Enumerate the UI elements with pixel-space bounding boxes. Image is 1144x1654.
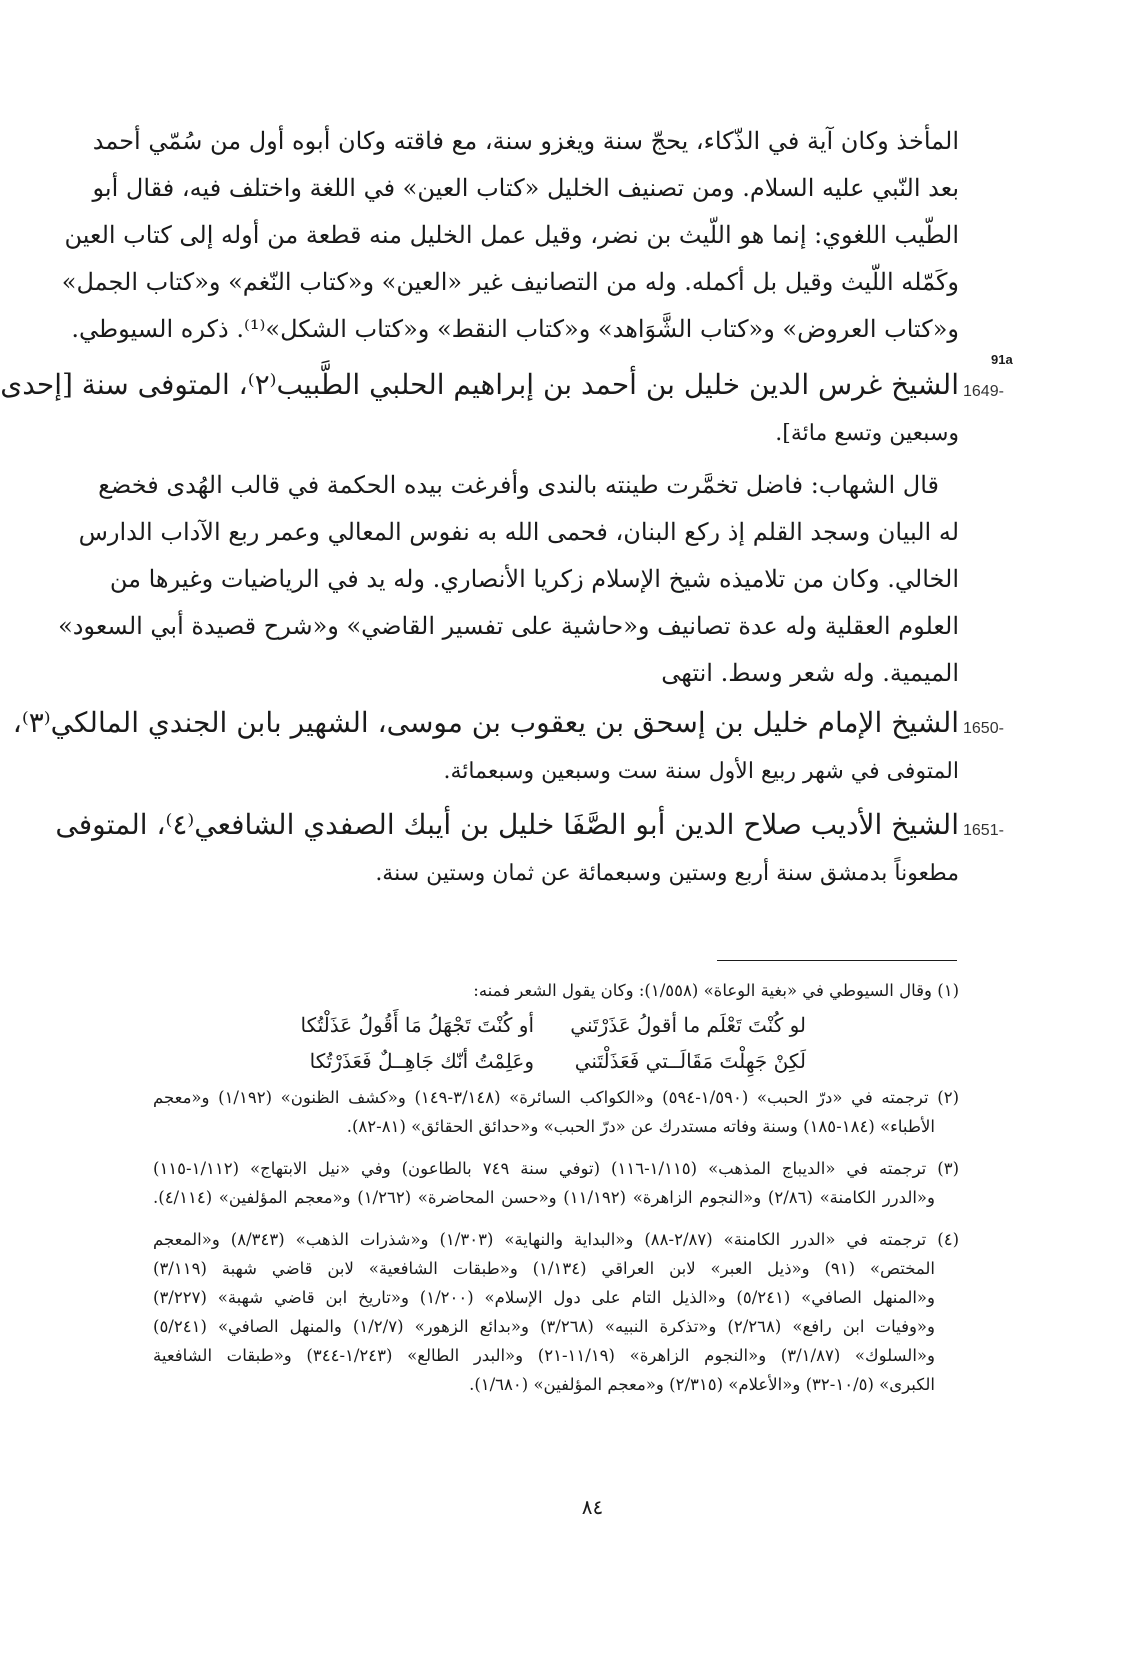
intro-paragraph bbox=[61, 118, 959, 353]
entry-continuation: مطعوناً بدمشق سنة أربع وستين وسبعمائة عن ثمان وستين سنة. bbox=[375, 861, 959, 886]
verse-1-first-hemistich: لو كُنْتَ تَعْلَم ما أقولُ عَذَرْتَني bbox=[570, 1013, 806, 1037]
intro-line: الطّيب اللغوي: إنما هو اللّيث بن نضر، وقيل عمل الخليل منه قطعة من أوله إلى كتاب العين bbox=[64, 221, 959, 249]
entry-number: 1651- bbox=[963, 822, 1004, 839]
shihab-paragraph bbox=[58, 462, 959, 697]
footnote-line: (٢) ترجمته في «درّ الحبب» (١/٥٩٠-٥٩٤) و«الكواكب السائرة» (٣/١٤٨-١٤٩) و«كشف الظنون» (١/١٩٢) و«معجم bbox=[153, 1088, 959, 1107]
entry-1651 bbox=[55, 798, 959, 896]
footnote-line: و«المنهل الصافي» (٥/٢٤١) و«الذيل التام على دول الإسلام» (١/٢٠٠) و«تاريخ ابن قاضي شهبة» (٣/٢٢٧) bbox=[153, 1288, 935, 1307]
page-number: ٨٤ bbox=[581, 1495, 604, 1519]
verse-1-second-hemistich: أو كُنْتَ تَجْهَلُ مَا أَقُولُ عَذَلْتُكا bbox=[300, 1013, 534, 1037]
footnote-3 bbox=[153, 1154, 959, 1212]
verse-2-first-hemistich: لَكِنْ جَهِلْتَ مَقَالَــتي فَعَذَلْتَني bbox=[574, 1049, 806, 1073]
footnote-line: المختص» (٩١) و«ذيل العبر» لابن العراقي (١/١٣٤) و«طبقات الشافعية» لابن قاضي شهبة (٣/١١٩) bbox=[153, 1259, 935, 1278]
footnote-line: و«السلوك» (٣/١/٨٧) و«النجوم الزاهرة» (١١/١٩-٢١) و«البدر الطالع» (١/٢٤٣-٣٤٤) و«طبقات الشافعية bbox=[153, 1346, 935, 1365]
intro-line: و«كتاب العروض» و«كتاب الشَّوَاهد» و«كتاب النقط» و«كتاب الشكل»⁽¹⁾. ذكره السيوطي. bbox=[71, 315, 959, 343]
intro-line: المأخذ وكان آية في الذّكاء، يحجّ سنة ويغزو سنة، مع فاقته وكان أبوه أول من سُمّي أحمد bbox=[92, 127, 959, 155]
margin-folio-note: 91a bbox=[991, 352, 1013, 367]
footnote-line: (٣) ترجمته في «الديباج المذهب» (١/١١٥-١١٦) (توفي سنة ٧٤٩ بالطاعون) وفي «نيل الابتهاج» (١/١١٢-١١٥) bbox=[153, 1159, 959, 1178]
shihab-line: الميمية. وله شعر وسط. انتهى bbox=[661, 659, 959, 687]
shihab-line: له البيان وسجد القلم إذ ركع البنان، فحمى الله به نفوس المعالي وعمر ربع الآداب الدارس bbox=[78, 518, 959, 546]
entry-heading: الشيخ غرس الدين خليل بن أحمد بن إبراهيم الحلبي الطَّبيب⁽٢⁾، المتوفى سنة [إحدى bbox=[0, 368, 959, 401]
shihab-line: الخالي. وكان من تلاميذه شيخ الإسلام زكريا الأنصاري. وله يد في الرياضيات وغيرها من bbox=[109, 565, 959, 593]
footnote-line: (٤) ترجمته في «الدرر الكامنة» (٢/٨٧-٨٨) و«البداية والنهاية» (١/٣٠٣) و«شذرات الذهب» (٨/٣٤٣) و«المعجم bbox=[153, 1230, 959, 1249]
footnote-line: الأطباء» (١٨٤-١٨٥) وسنة وفاته مستدرك عن «درّ الحبب» و«حدائق الحقائق» (٨١-٨٢). bbox=[346, 1117, 935, 1136]
footnote-2 bbox=[153, 1083, 959, 1141]
shihab-line: قال الشهاب: فاضل تخمَّرت طينته بالندى وأفرغت بيده الحكمة في قالب الهُدى فخضع bbox=[98, 471, 939, 499]
footnote-1 bbox=[153, 976, 959, 1005]
intro-line: بعد النّبي عليه السلام. ومن تصنيف الخليل «كتاب العين» في اللغة واختلف فيه، فقال أبو bbox=[92, 174, 959, 202]
footnote-line: (١) وقال السيوطي في «بغية الوعاة» (١/٥٥٨): وكان يقول الشعر فمنه: bbox=[473, 981, 959, 1000]
entry-1649 bbox=[0, 358, 959, 456]
verse-2-second-hemistich: وعَلِمْتُ أنّك جَاهِــلٌ فَعَذَرْتُكا bbox=[309, 1049, 534, 1073]
intro-line: وكَمّله اللّيث وقيل بل أكمله. وله من التصانيف غير «العين» و«كتاب النّغم» و«كتاب الجمل» bbox=[61, 268, 959, 296]
entry-continuation: وسبعين وتسع مائة]. bbox=[775, 421, 959, 446]
entry-1650 bbox=[12, 696, 959, 794]
footnote-line: و«وفيات ابن رافع» (٢/٢٦٨) و«تذكرة النبيه» (٣/٢٦٨) و«بدائع الزهور» (١/٢/٧) والمنهل الصافي» (٥/٢٤١) bbox=[153, 1317, 935, 1336]
footnote-line: الكبرى» (١٠/٥-٣٢) و«الأعلام» (٢/٣١٥) و«معجم المؤلفين» (١/٦٨٠). bbox=[469, 1375, 935, 1394]
entry-number: 1649- bbox=[963, 383, 1004, 400]
footnote-4 bbox=[153, 1225, 959, 1399]
entry-continuation: المتوفى في شهر ربيع الأول سنة ست وسبعين وسبعمائة. bbox=[443, 759, 959, 784]
entry-heading: الشيخ الأديب صلاح الدين أبو الصَّفَا خليل بن أيبك الصفدي الشافعي⁽٤⁾، المتوفى bbox=[55, 808, 959, 841]
footnote-separator bbox=[717, 960, 957, 961]
footnote-line: و«الدرر الكامنة» (٢/٨٦) و«النجوم الزاهرة» (١١/١٩٢) و«حسن المحاضرة» (١/٢٦٢) و«معجم المؤلفين» (٤/١١٤). bbox=[153, 1188, 935, 1207]
entry-number: 1650- bbox=[963, 720, 1004, 737]
entry-heading: الشيخ الإمام خليل بن إسحق بن يعقوب بن موسى، الشهير بابن الجندي المالكي⁽٣⁾، bbox=[12, 706, 959, 739]
shihab-line: العلوم العقلية وله عدة تصانيف و«حاشية على تفسير القاضي» و«شرح قصيدة أبي السعود» bbox=[58, 612, 959, 640]
